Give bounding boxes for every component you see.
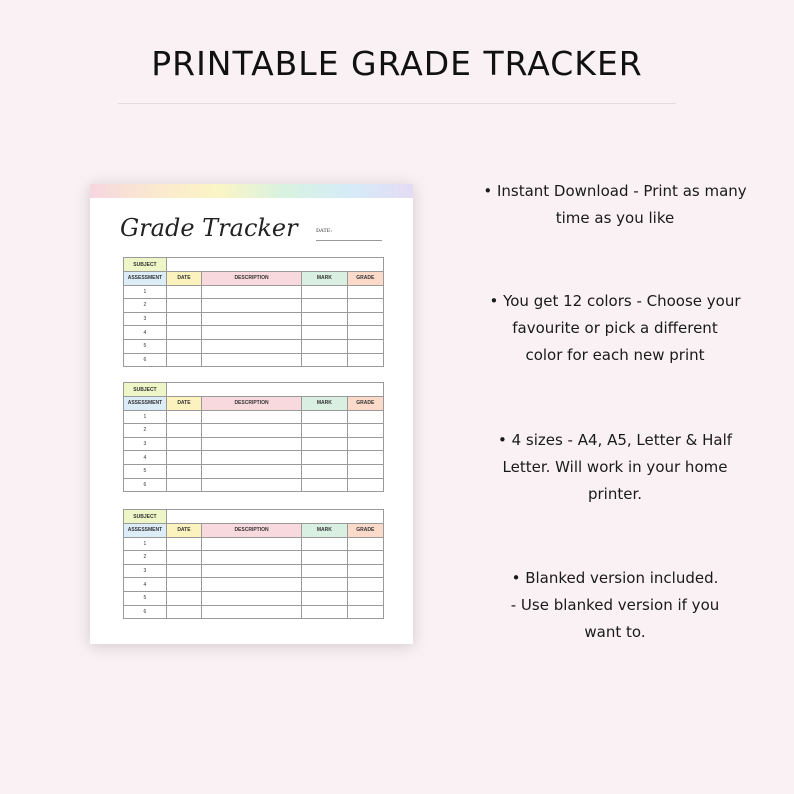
feature-line: printer. [587,485,643,503]
date-cell[interactable] [166,451,201,465]
table-row [124,464,384,478]
grade-cell[interactable] [347,326,383,340]
grade-cell[interactable] [347,410,383,424]
date-cell[interactable] [166,578,201,592]
table-row [124,285,384,299]
description-cell[interactable] [201,437,301,451]
description-cell[interactable] [201,578,301,592]
table-row [124,537,384,551]
grade-cell[interactable] [347,605,383,619]
subject-label: SUBJECT [124,258,167,272]
feature-line: • 4 sizes - A4, A5, Letter & Half [497,431,733,449]
date-cell[interactable] [166,478,201,492]
mark-cell[interactable] [302,312,348,326]
description-cell[interactable] [201,591,301,605]
assessment-number: 4 [124,326,167,340]
mark-cell[interactable] [302,464,348,478]
feature-line: • Instant Download - Print as many [483,182,747,200]
subject-label: SUBJECT [124,383,167,397]
feature-line: want to. [584,623,646,641]
description-cell[interactable] [201,551,301,565]
assessment-number: 6 [124,605,167,619]
assessment-number: 2 [124,424,167,438]
description-cell[interactable] [201,285,301,299]
table-row [124,326,384,340]
grade-cell[interactable] [347,312,383,326]
description-cell[interactable] [201,451,301,465]
description-header: DESCRIPTION [201,524,301,538]
grade-cell[interactable] [347,551,383,565]
date-cell[interactable] [166,299,201,313]
grade-header: GRADE [347,397,383,411]
date-cell[interactable] [166,312,201,326]
tracker-section [123,382,384,492]
date-cell[interactable] [166,410,201,424]
feature-line: • Blanked version included. [511,569,719,587]
feature-line: color for each new print [525,346,705,364]
description-header: DESCRIPTION [201,397,301,411]
table-row [124,591,384,605]
mark-cell[interactable] [302,537,348,551]
assessment-header: ASSESSMENT [124,272,167,286]
date-cell[interactable] [166,464,201,478]
feature-instant-download [456,178,774,232]
date-cell[interactable] [166,424,201,438]
mark-header: MARK [302,524,348,538]
grade-cell[interactable] [347,537,383,551]
date-cell[interactable] [166,605,201,619]
header-row [124,272,384,286]
grade-header: GRADE [347,524,383,538]
assessment-number: 4 [124,451,167,465]
grade-cell[interactable] [347,564,383,578]
grade-cell[interactable] [347,591,383,605]
date-cell[interactable] [166,339,201,353]
grade-cell[interactable] [347,464,383,478]
feature-colors [456,288,774,369]
date-cell[interactable] [166,551,201,565]
date-cell[interactable] [166,326,201,340]
assessment-number: 1 [124,285,167,299]
subject-field[interactable] [166,383,383,397]
mark-cell[interactable] [302,578,348,592]
table-row [124,353,384,367]
table-row [124,451,384,465]
date-header: DATE [166,272,201,286]
table-row [124,299,384,313]
table-row [124,424,384,438]
description-cell[interactable] [201,564,301,578]
subject-row [124,383,384,397]
mark-cell[interactable] [302,564,348,578]
date-cell[interactable] [166,564,201,578]
description-cell[interactable] [201,537,301,551]
mark-cell[interactable] [302,353,348,367]
grade-table [123,257,384,367]
description-cell[interactable] [201,353,301,367]
mark-header: MARK [302,272,348,286]
title-divider [118,103,676,104]
mark-cell[interactable] [302,478,348,492]
date-cell[interactable] [166,537,201,551]
mark-cell[interactable] [302,410,348,424]
feature-blanked-version [456,565,774,646]
table-row [124,605,384,619]
assessment-number: 5 [124,339,167,353]
mark-cell[interactable] [302,339,348,353]
feature-line: • You get 12 colors - Choose your [489,292,741,310]
mark-cell[interactable] [302,424,348,438]
mark-cell[interactable] [302,591,348,605]
mark-cell[interactable] [302,605,348,619]
table-row [124,339,384,353]
mark-cell[interactable] [302,285,348,299]
description-cell[interactable] [201,464,301,478]
assessment-number: 2 [124,551,167,565]
description-header: DESCRIPTION [201,272,301,286]
table-row [124,578,384,592]
assessment-number: 2 [124,299,167,313]
grade-cell[interactable] [347,299,383,313]
assessment-header: ASSESSMENT [124,524,167,538]
table-row [124,437,384,451]
date-line [316,240,382,241]
date-cell[interactable] [166,353,201,367]
grade-cell[interactable] [347,437,383,451]
assessment-number: 3 [124,437,167,451]
assessment-number: 1 [124,537,167,551]
feature-sizes [456,427,774,508]
assessment-number: 6 [124,353,167,367]
subject-row [124,510,384,524]
grade-cell[interactable] [347,285,383,299]
feature-line: time as you like [555,209,675,227]
tracker-section [123,257,384,367]
grade-cell[interactable] [347,451,383,465]
description-cell[interactable] [201,410,301,424]
feature-line: Letter. Will work in your home [502,458,728,476]
grade-tracker-sheet [90,184,413,644]
grade-cell[interactable] [347,353,383,367]
rainbow-header-strip [90,184,413,198]
description-cell[interactable] [201,339,301,353]
mark-cell[interactable] [302,299,348,313]
assessment-header: ASSESSMENT [124,397,167,411]
description-cell[interactable] [201,605,301,619]
header-row [124,524,384,538]
grade-cell[interactable] [347,578,383,592]
date-header: DATE [166,524,201,538]
grade-cell[interactable] [347,424,383,438]
feature-line: favourite or pick a different [512,319,718,337]
subject-row [124,258,384,272]
description-cell[interactable] [201,326,301,340]
assessment-number: 1 [124,410,167,424]
date-header: DATE [166,397,201,411]
assessment-number: 4 [124,578,167,592]
description-cell[interactable] [201,424,301,438]
assessment-number: 3 [124,312,167,326]
date-cell[interactable] [166,285,201,299]
description-cell[interactable] [201,478,301,492]
assessment-number: 6 [124,478,167,492]
header-row [124,397,384,411]
date-cell[interactable] [166,591,201,605]
table-row [124,312,384,326]
description-cell[interactable] [201,299,301,313]
subject-field[interactable] [166,258,383,272]
assessment-number: 5 [124,591,167,605]
mark-cell[interactable] [302,451,348,465]
grade-table [123,382,384,492]
mark-cell[interactable] [302,326,348,340]
mark-cell[interactable] [302,551,348,565]
page-title: PRINTABLE GRADE TRACKER [151,44,643,83]
tracker-section [123,509,384,619]
subject-field[interactable] [166,510,383,524]
table-row [124,478,384,492]
assessment-number: 5 [124,464,167,478]
table-row [124,551,384,565]
grade-cell[interactable] [347,339,383,353]
table-row [124,564,384,578]
date-cell[interactable] [166,437,201,451]
date-label: DATE: [316,228,333,234]
description-cell[interactable] [201,312,301,326]
grade-header: GRADE [347,272,383,286]
subject-label: SUBJECT [124,510,167,524]
mark-cell[interactable] [302,437,348,451]
grade-table [123,509,384,619]
feature-line: - Use blanked version if you [510,596,720,614]
grade-cell[interactable] [347,478,383,492]
sheet-title: Grade Tracker [120,214,298,242]
mark-header: MARK [302,397,348,411]
table-row [124,410,384,424]
assessment-number: 3 [124,564,167,578]
